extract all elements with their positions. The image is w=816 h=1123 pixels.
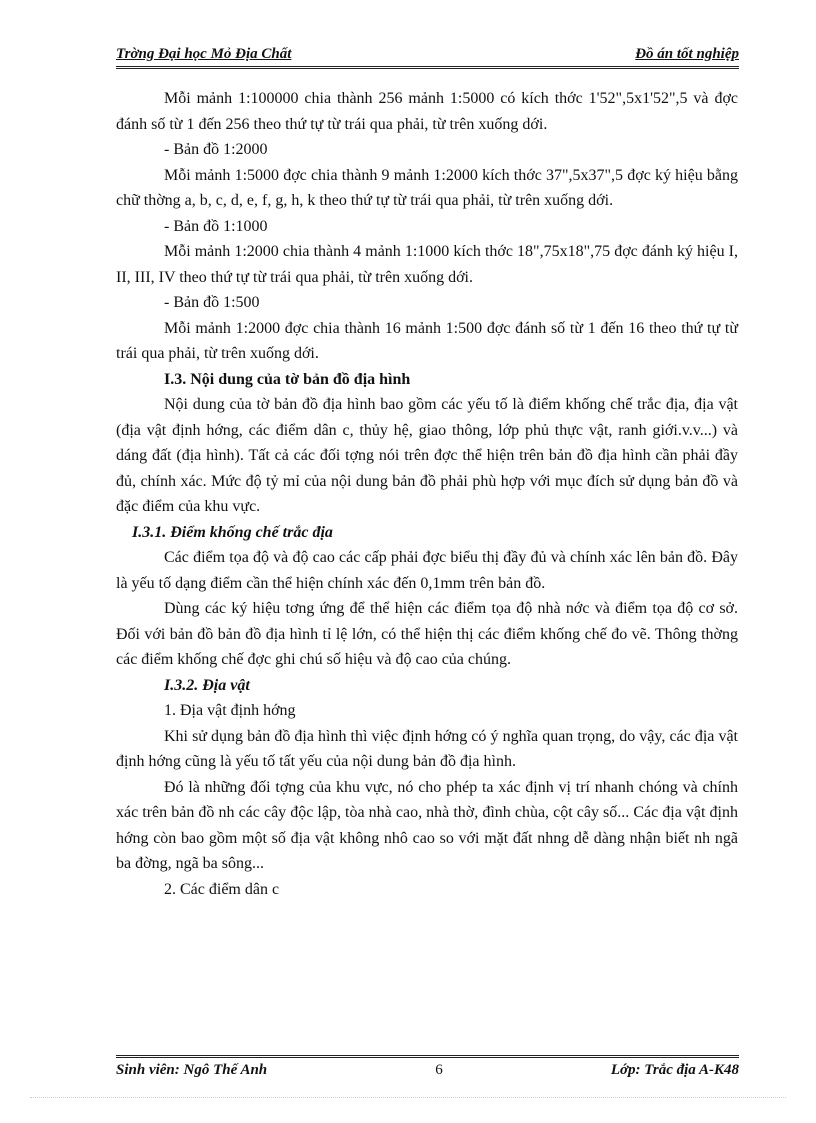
- header-university: Trờng Đại học Mỏ Địa Chất: [116, 46, 292, 62]
- page-number: 6: [435, 1062, 443, 1078]
- page-header: [116, 46, 739, 69]
- paragraph: Đó là những đối tợng của khu vực, nó cho phép ta xác định vị trí nhanh chóng và chính xác trên bản đồ nh các cây độc lập, tòa nhà cao, nhà thờ, đình chùa, cột cây số... Các địa vật định hớng còn bao gồm một số địa vật không nhô cao so với mặt đất nhng dễ dàng nhận biết nh ngã ba đờng, ngã ba sông...: [116, 778, 738, 872]
- header-doc-type: Đồ án tốt nghiệp: [635, 46, 739, 62]
- list-item: 1. Địa vật định hớng: [164, 702, 296, 719]
- paragraph: Các điểm tọa độ và độ cao các cấp phải đợc biểu thị đầy đủ và chính xác lên bản đồ. Đây là yếu tố dạng điểm cần thể hiện chính xác đến 0,1mm trên bản đồ.: [116, 549, 738, 592]
- paragraph: Mỗi mảnh 1:100000 chia thành 256 mảnh 1:5000 có kích thớc 1'52",5x1'52",5 và đợc đánh số từ 1 đến 256 theo thứ tự từ trái qua phải, từ trên xuống dới.: [116, 90, 738, 133]
- paragraph: Dùng các ký hiệu tơng ứng để thể hiện các điểm tọa độ nhà nớc và điểm tọa độ cơ sở. Đối với bản đồ bản đồ địa hình tỉ lệ lớn, có thể hiện thị các điểm khống chế đo vẽ. Thông thờng các điểm khống chế đợc ghi chú số hiệu và độ cao của chúng.: [116, 600, 738, 668]
- paragraph: Nội dung của tờ bản đồ địa hình bao gồm các yếu tố là điểm khống chế trắc địa, địa vật (địa vật định hớng, các điểm dân c, thủy hệ, giao thông, lớp phủ thực vật, ranh giới.v.v...) và dáng đất (địa hình). Tất cả các đối tợng nói trên đợc thể hiện trên bản đồ địa hình cần phải đầy đủ, chính xác. Mức độ tỷ mỉ của nội dung bản đồ phải phù hợp với mục đích sử dụng bản đồ và đặc điểm của khu vực.: [116, 396, 738, 515]
- subsection-heading: I.3.2. Địa vật: [164, 676, 250, 694]
- list-item: - Bản đồ 1:500: [164, 294, 260, 311]
- paragraph: Mỗi mảnh 1:2000 chia thành 4 mảnh 1:1000 kích thớc 18",75x18",75 đợc đánh ký hiệu I, II, III, IV theo thứ tự từ trái qua phải, từ trên xuống dới.: [116, 243, 738, 286]
- footer-student: Sinh viên: Ngô Thế Anh: [116, 1062, 268, 1078]
- list-item: - Bản đồ 1:1000: [164, 217, 268, 235]
- paragraph: Khi sử dụng bản đồ địa hình thì việc định hớng có ý nghĩa quan trọng, do vậy, các địa vật định hớng cũng là yếu tố tất yếu của nội dung bản đồ địa hình.: [116, 727, 738, 770]
- page-footer: [116, 1055, 739, 1079]
- subsection-heading: I.3.1. Điểm khống chế trắc địa: [132, 523, 333, 541]
- list-item: - Bản đồ 1:2000: [164, 141, 268, 158]
- footer-class: Lớp: Trắc địa A-K48: [610, 1062, 739, 1078]
- section-heading: I.3. Nội dung của tờ bản đồ địa hình: [164, 370, 411, 388]
- paragraph: Mỗi mảnh 1:5000 đợc chia thành 9 mảnh 1:2000 kích thớc 37",5x37",5 đợc ký hiệu bằng chữ thờng a, b, c, d, e, f, g, h, k theo thứ tự từ trái qua phải, từ trên xuống dới.: [116, 166, 738, 209]
- body-text: [116, 86, 738, 902]
- page-edge-divider: [30, 1097, 786, 1098]
- paragraph: Mỗi mảnh 1:2000 đợc chia thành 16 mảnh 1:500 đợc đánh số từ 1 đến 16 theo thứ tự từ trái qua phải, từ trên xuống dới.: [116, 319, 738, 362]
- list-item: 2. Các điểm dân c: [164, 880, 280, 898]
